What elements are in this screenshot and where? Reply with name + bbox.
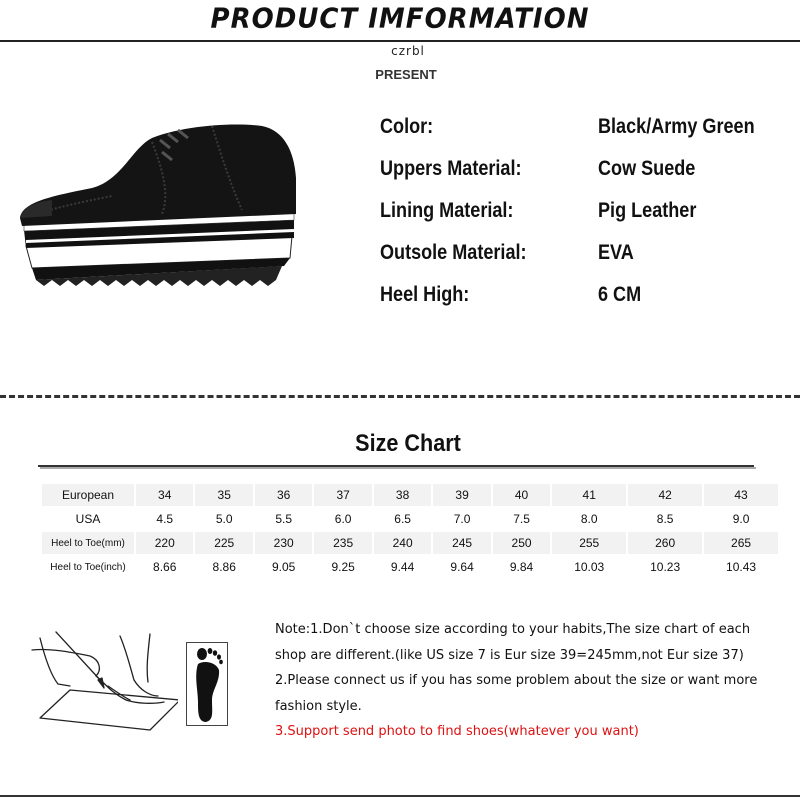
shoe-upper <box>20 125 296 227</box>
spec-value: EVA <box>598 241 634 264</box>
section-divider <box>0 395 800 398</box>
spec-value: Black/Army Green <box>598 115 755 138</box>
table-row <box>42 556 778 578</box>
table-cell: 225 <box>195 532 252 554</box>
table-cell: 37 <box>314 484 371 506</box>
table-cell: 250 <box>493 532 550 554</box>
spec-label: Heel High: <box>380 283 470 306</box>
size-chart-table <box>40 482 780 580</box>
size-chart-underline-shadow <box>40 467 756 469</box>
spec-lining-material <box>380 199 790 229</box>
size-notes <box>275 617 775 745</box>
table-cell: 36 <box>255 484 312 506</box>
table-cell: 8.86 <box>195 556 252 578</box>
note-3: 3.Support send photo to find shoes(whatever you want) <box>275 724 639 739</box>
spec-uppers-material <box>380 157 790 187</box>
spec-label: Outsole Material: <box>380 241 527 264</box>
table-cell: 34 <box>136 484 193 506</box>
spec-label: Uppers Material: <box>380 157 522 180</box>
row-label: European <box>42 484 134 506</box>
table-cell: 10.03 <box>552 556 626 578</box>
table-cell: 4.5 <box>136 508 193 530</box>
table-row <box>42 532 778 554</box>
page-title: PRODUCT IMFORMATION <box>210 3 590 35</box>
spec-color <box>380 115 790 145</box>
spec-label: Color: <box>380 115 434 138</box>
table-cell: 9.25 <box>314 556 371 578</box>
table-cell: 10.43 <box>704 556 778 578</box>
table-cell: 39 <box>433 484 490 506</box>
table-row <box>42 508 778 530</box>
table-cell: 5.5 <box>255 508 312 530</box>
table-cell: 9.64 <box>433 556 490 578</box>
spec-outsole-material <box>380 241 790 271</box>
table-cell: 260 <box>628 532 702 554</box>
footprint-icon <box>186 642 228 726</box>
table-cell: 220 <box>136 532 193 554</box>
note-1: Note:1.Don`t choose size according to your habits,The size chart of each shop are different.(like US size 7 is Eur size 39=245mm,not Eur size 37) <box>275 622 751 663</box>
table-cell: 8.5 <box>628 508 702 530</box>
table-cell: 230 <box>255 532 312 554</box>
table-cell: 8.0 <box>552 508 626 530</box>
size-chart-title: Size Chart <box>355 430 461 457</box>
table-cell: 6.5 <box>374 508 431 530</box>
table-cell: 235 <box>314 532 371 554</box>
header-divider <box>0 40 800 42</box>
spec-value: 6 CM <box>598 283 642 306</box>
table-cell: 42 <box>628 484 702 506</box>
row-label: Heel to Toe(mm) <box>42 532 134 554</box>
table-cell: 41 <box>552 484 626 506</box>
foot-measure-illustration <box>30 630 178 740</box>
table-cell: 9.0 <box>704 508 778 530</box>
table-cell: 35 <box>195 484 252 506</box>
footer-divider <box>0 795 800 797</box>
table-cell: 8.66 <box>136 556 193 578</box>
brand-present: PRESENT <box>375 67 437 82</box>
table-cell: 40 <box>493 484 550 506</box>
table-cell: 245 <box>433 532 490 554</box>
spec-heel-high <box>380 283 790 313</box>
table-cell: 9.84 <box>493 556 550 578</box>
table-cell: 255 <box>552 532 626 554</box>
spec-label: Lining Material: <box>380 199 514 222</box>
row-label: Heel to Toe(inch) <box>42 556 134 578</box>
note-2: 2.Please connect us if you has some problem about the size or want more fashion style. <box>275 673 758 714</box>
spec-value: Pig Leather <box>598 199 697 222</box>
row-label: USA <box>42 508 134 530</box>
table-cell: 6.0 <box>314 508 371 530</box>
brand-logo: czrbl <box>391 44 425 58</box>
table-cell: 265 <box>704 532 778 554</box>
table-cell: 5.0 <box>195 508 252 530</box>
table-row <box>42 484 778 506</box>
table-cell: 7.5 <box>493 508 550 530</box>
table-cell: 9.05 <box>255 556 312 578</box>
table-cell: 10.23 <box>628 556 702 578</box>
table-cell: 7.0 <box>433 508 490 530</box>
shoe-image <box>12 118 302 288</box>
table-cell: 240 <box>374 532 431 554</box>
size-chart-underline <box>38 465 754 467</box>
table-cell: 38 <box>374 484 431 506</box>
spec-value: Cow Suede <box>598 157 696 180</box>
table-cell: 43 <box>704 484 778 506</box>
table-cell: 9.44 <box>374 556 431 578</box>
